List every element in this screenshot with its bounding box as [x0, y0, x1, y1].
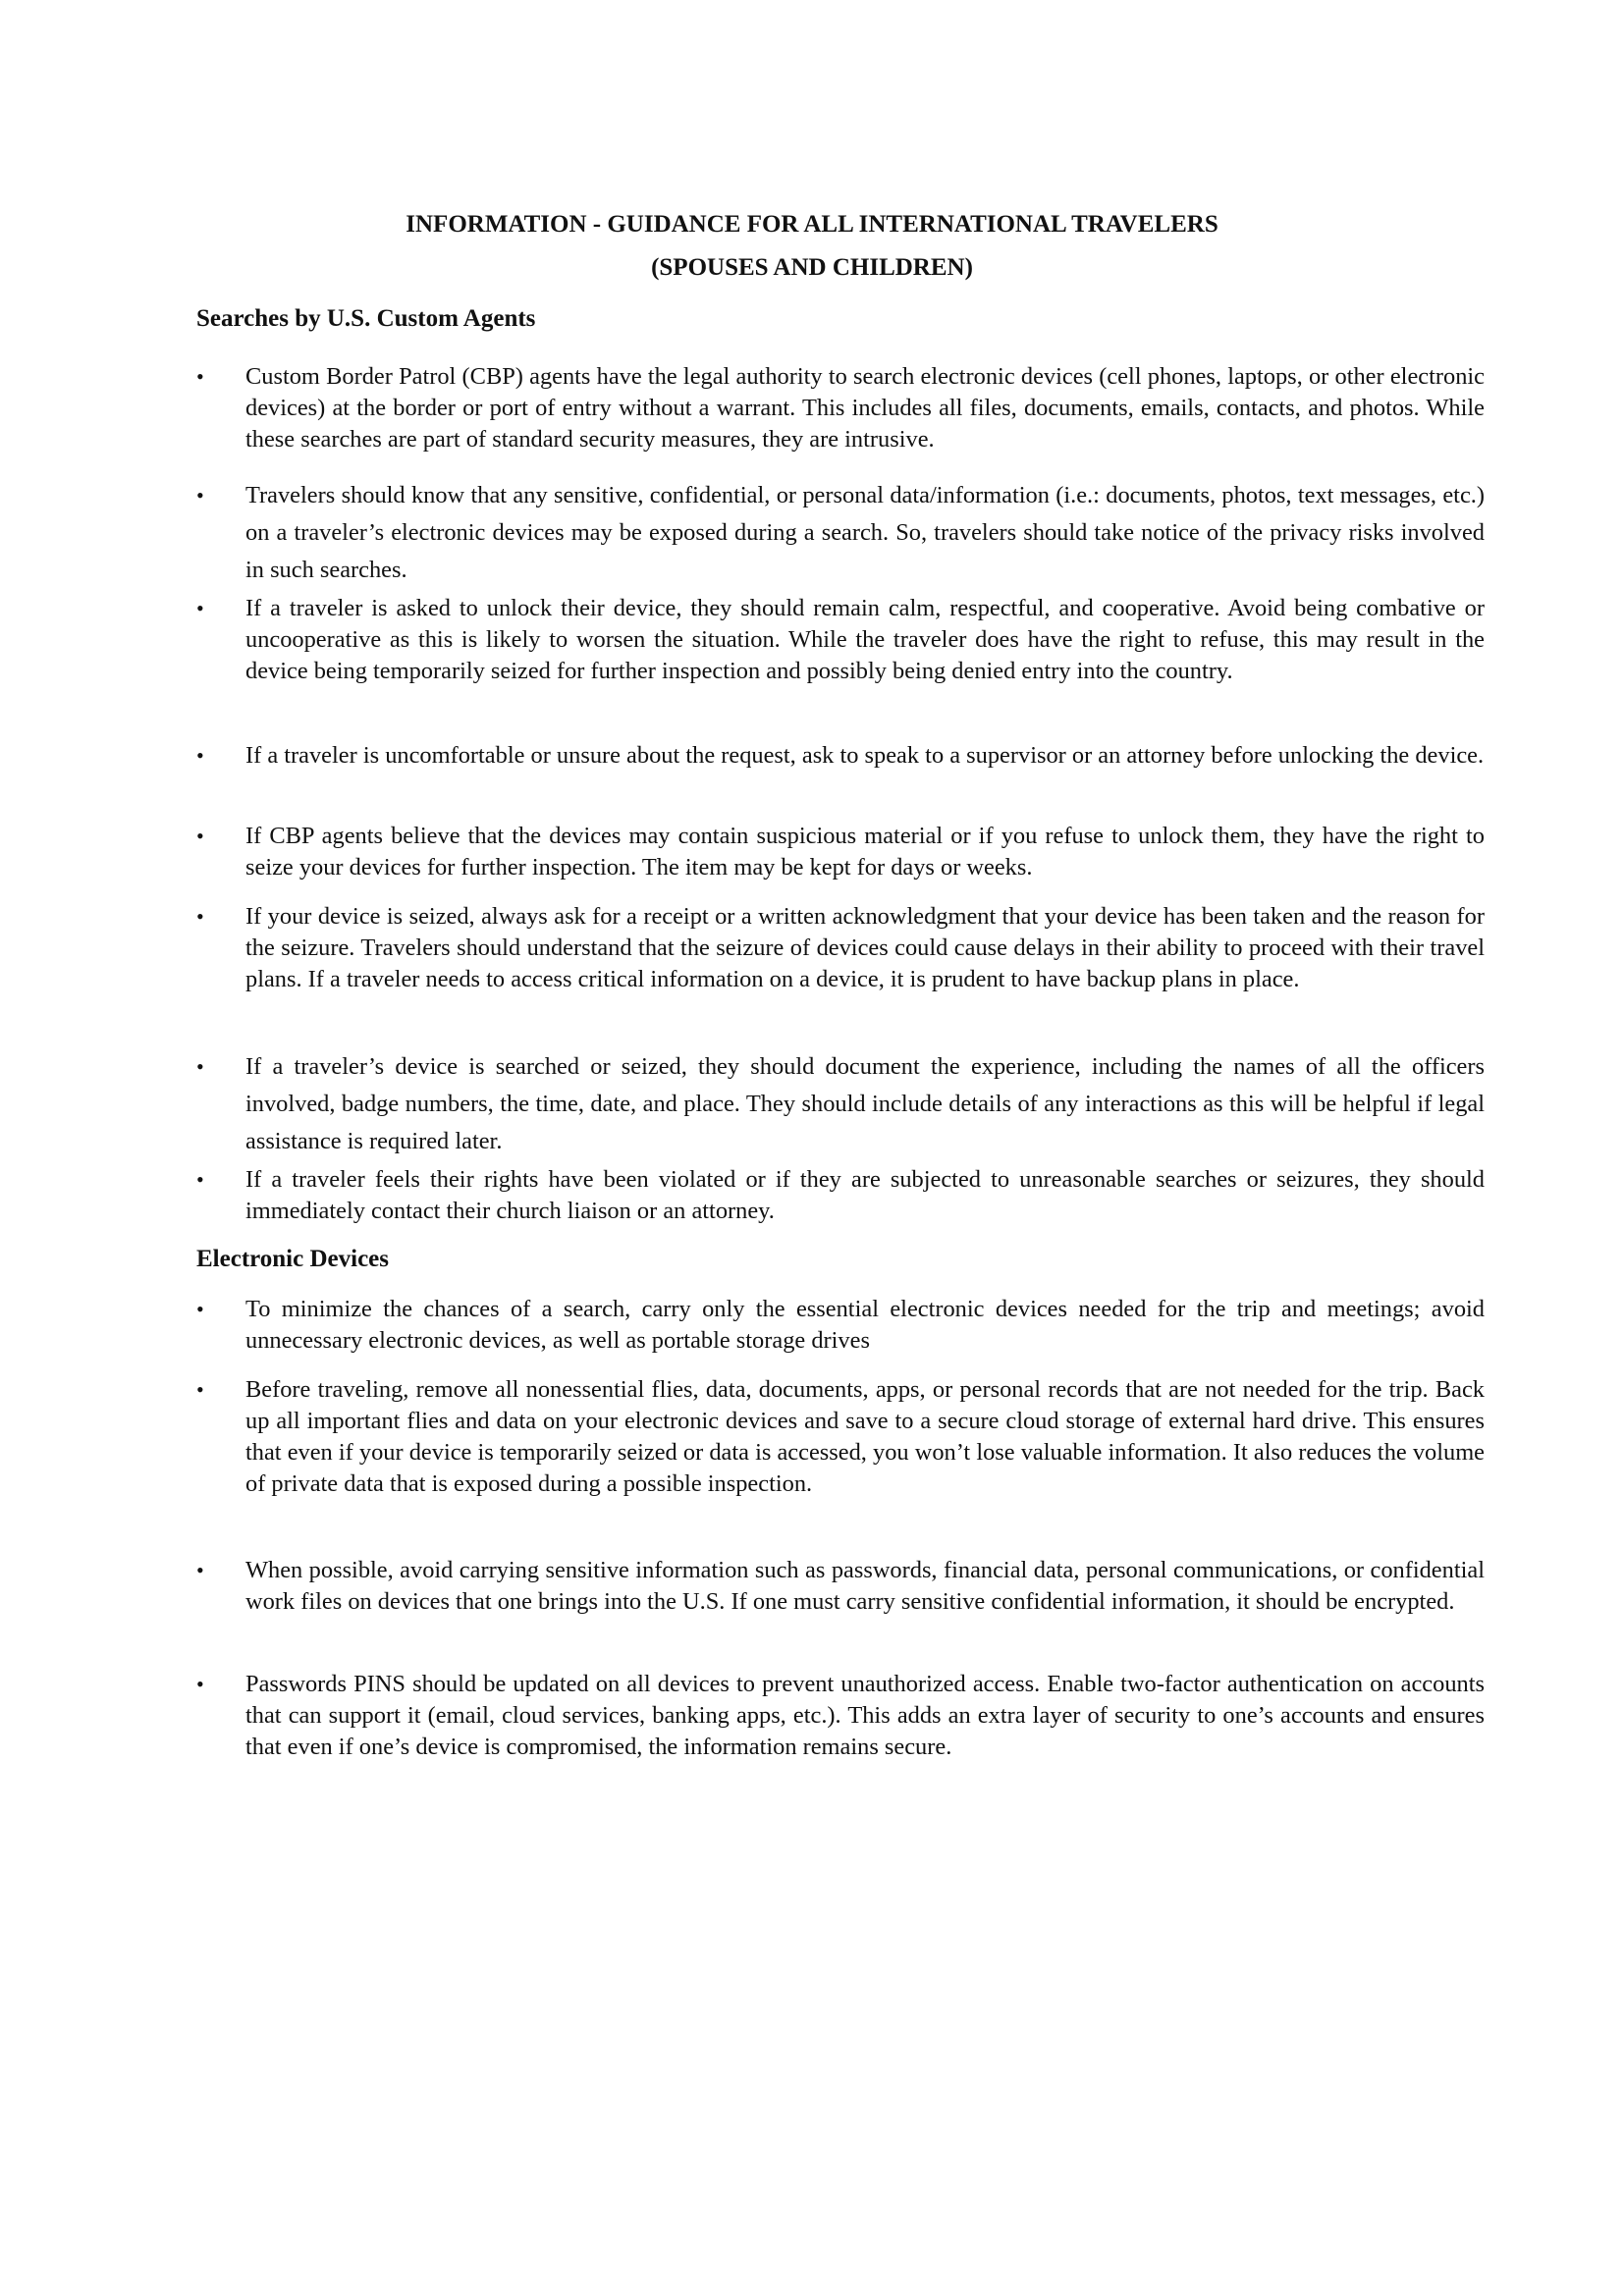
document-title: INFORMATION - GUIDANCE FOR ALL INTERNATIONAL TRAVELERS: [406, 211, 1218, 238]
list-item: [196, 1669, 1485, 1763]
section-heading-searches: Searches by U.S. Custom Agents: [196, 305, 536, 332]
bullet-text: If a traveler’s device is searched or seized, they should document the experience, including the names of all the officers involved, badge numbers, the time, date, and place. They should include details of any interactions as this will be helpful if legal assistance is required later.: [245, 1053, 1485, 1154]
bullet-icon: •: [196, 1167, 204, 1192]
bullet-icon: •: [196, 1054, 204, 1079]
bullet-icon: •: [196, 904, 204, 929]
bullet-text: If a traveler is uncomfortable or unsure about the request, ask to speak to a supervisor or an attorney before unlocking the device.: [245, 742, 1485, 769]
bullet-text: If a traveler is asked to unlock their device, they should remain calm, respectful, and cooperative. Avoid being combative or uncooperative as this is likely to worsen the situation. While the traveler does have the right to refuse, this may result in the device being temporarily seized for further inspection and possibly being denied entry into the country.: [245, 595, 1485, 684]
bullet-text: Before traveling, remove all nonessential flies, data, documents, apps, or personal records that are not needed for the trip. Back up all important flies and data on your electronic devices and save to a secure cloud storage of external hard drive. This ensures that even if your device is temporarily seized or data is accessed, you won’t lose valuable information. It also reduces the volume of private data that is exposed during a possible inspection.: [245, 1376, 1485, 1497]
bullet-icon: •: [196, 483, 204, 507]
bullet-icon: •: [196, 1558, 204, 1582]
bullet-icon: •: [196, 824, 204, 848]
bullet-text: Custom Border Patrol (CBP) agents have the legal authority to search electronic devices (cell phones, laptops, or other electronic devices) at the border or port of entry without a warrant. This includes all files, documents, emails, contacts, and photos. While these searches are part of standard security measures, they are intrusive.: [245, 363, 1485, 453]
list-item: [196, 1164, 1485, 1227]
list-item: [196, 901, 1485, 995]
list-item: [196, 821, 1485, 883]
list-item: [196, 1048, 1485, 1160]
bullet-icon: •: [196, 1297, 204, 1321]
list-item: [196, 740, 1485, 772]
bullet-text: Travelers should know that any sensitive, confidential, or personal data/information (i.e.: documents, photos, text messages, etc.) on a traveler’s electronic devices may be exposed during a search. So, travelers should take notice of the privacy risks involved in such searches.: [245, 482, 1485, 583]
bullet-icon: •: [196, 364, 204, 389]
list-item: [196, 1555, 1485, 1618]
list-item: [196, 1294, 1485, 1357]
section-heading-electronic-devices: Electronic Devices: [196, 1246, 389, 1272]
document-subtitle: (SPOUSES AND CHILDREN): [651, 254, 973, 281]
bullet-icon: •: [196, 1672, 204, 1696]
list-item: [196, 1374, 1485, 1500]
list-item: [196, 477, 1485, 589]
bullet-text: To minimize the chances of a search, carry only the essential electronic devices needed for the trip and meetings; avoid unnecessary electronic devices, as well as portable storage drives: [245, 1296, 1485, 1354]
bullet-text: If your device is seized, always ask for a receipt or a written acknowledgment that your device has been taken and the reason for the seizure. Travelers should understand that the seizure of devices could cause delays in their ability to proceed with their travel plans. If a traveler needs to access critical information on a device, it is prudent to have backup plans in place.: [245, 903, 1485, 992]
list-item: [196, 361, 1485, 455]
bullet-text: If CBP agents believe that the devices may contain suspicious material or if you refuse to unlock them, they have the right to seize your devices for further inspection. The item may be kept for days or weeks.: [245, 823, 1485, 881]
bullet-icon: •: [196, 743, 204, 768]
bullet-icon: •: [196, 596, 204, 620]
bullet-icon: •: [196, 1377, 204, 1402]
list-item: [196, 593, 1485, 687]
bullet-text: If a traveler feels their rights have been violated or if they are subjected to unreasonable searches or seizures, they should immediately contact their church liaison or an attorney.: [245, 1166, 1485, 1224]
bullet-text: Passwords PINS should be updated on all devices to prevent unauthorized access. Enable two-factor authentication on accounts that can support it (email, cloud services, banking apps, etc.). This adds an extra layer of security to one’s accounts and ensures that even if one’s device is compromised, the information remains secure.: [245, 1671, 1485, 1760]
bullet-text: When possible, avoid carrying sensitive information such as passwords, financial data, personal communications, or confidential work files on devices that one brings into the U.S. If one must carry sensitive confidential information, it should be encrypted.: [245, 1557, 1485, 1615]
